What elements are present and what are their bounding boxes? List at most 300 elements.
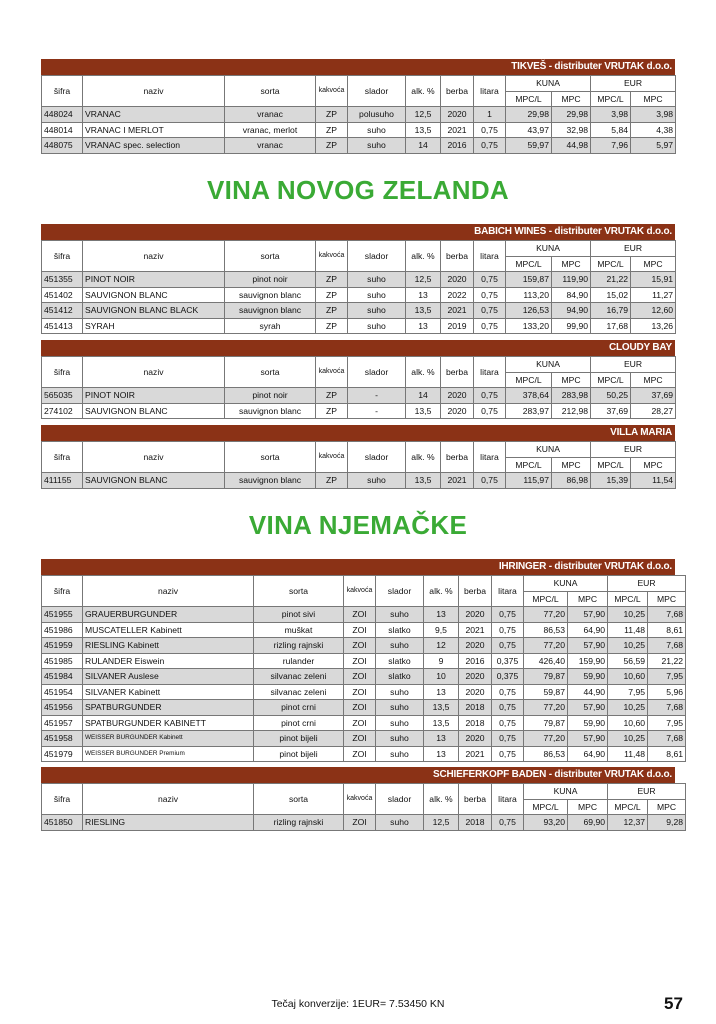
berba-header: berba <box>459 784 492 815</box>
cell-kuna-mpc: 283,98 <box>552 388 591 404</box>
cell-kuna-mpcl: 77,20 <box>524 700 568 716</box>
cell-kakvoca: ZP <box>316 272 348 288</box>
cell-slador: suho <box>376 815 424 831</box>
alk-header: alk. % <box>424 784 459 815</box>
cell-naziv: SAUVIGNON BLANC <box>83 473 225 489</box>
naziv-header: naziv <box>83 241 225 272</box>
cell-sifra: 448014 <box>42 122 83 138</box>
cell-sifra: 451955 <box>42 607 83 623</box>
cell-naziv: MUSCATELLER Kabinett <box>83 622 254 638</box>
kuna-header: KUNA <box>506 442 591 458</box>
sifra-header: šifra <box>42 357 83 388</box>
sifra-header: šifra <box>42 576 83 607</box>
cell-litara: 0,75 <box>474 138 506 154</box>
cell-kuna-mpcl: 378,64 <box>506 388 552 404</box>
table-row <box>42 715 686 731</box>
naziv-header: naziv <box>83 442 225 473</box>
cell-kuna-mpc: 57,90 <box>568 607 608 623</box>
kakvoca-header: kakvoća <box>316 442 348 473</box>
cell-naziv: RIESLING Kabinett <box>83 638 254 654</box>
eur-header: EUR <box>608 576 686 592</box>
alk-header: alk. % <box>406 442 441 473</box>
cell-slador: suho <box>376 684 424 700</box>
alk-header: alk. % <box>424 576 459 607</box>
table-block-villa-maria <box>41 425 675 489</box>
cell-eur-mpcl: 10,25 <box>608 700 648 716</box>
cell-naziv: PINOT NOIR <box>83 388 225 404</box>
table-block-ihringer <box>41 559 684 762</box>
sorta-header: sorta <box>225 357 316 388</box>
cell-sifra: 411155 <box>42 473 83 489</box>
eur-mpcl-header: MPC/L <box>608 591 648 607</box>
cell-slador: polusuho <box>348 107 406 123</box>
cell-slador: - <box>348 403 406 419</box>
cell-slador: suho <box>348 473 406 489</box>
cell-alk: 13,5 <box>406 122 441 138</box>
cell-sorta: syrah <box>225 318 316 334</box>
cell-kakvoca: ZP <box>316 303 348 319</box>
cell-kuna-mpc: 212,98 <box>552 403 591 419</box>
cell-eur-mpcl: 7,95 <box>608 684 648 700</box>
cell-alk: 13,5 <box>406 303 441 319</box>
distributor-header: SCHIEFERKOPF BADEN - distributer VRUTAK d.o.o. <box>41 767 675 783</box>
cell-eur-mpcl: 11,48 <box>608 746 648 762</box>
section-title-germany: VINA NJEMAČKE <box>248 510 468 540</box>
cell-kuna-mpcl: 29,98 <box>506 107 552 123</box>
cell-naziv: SILVANER Auslese <box>83 669 254 685</box>
cell-kuna-mpcl: 426,40 <box>524 653 568 669</box>
cell-kuna-mpcl: 59,87 <box>524 684 568 700</box>
sifra-header: šifra <box>42 76 83 107</box>
cell-kuna-mpcl: 283,97 <box>506 403 552 419</box>
alk-header: alk. % <box>406 76 441 107</box>
cell-sifra: 448024 <box>42 107 83 123</box>
cell-slador: slatko <box>376 653 424 669</box>
page-number: 57 <box>664 994 683 1013</box>
header-row <box>42 442 676 458</box>
distributor-header: CLOUDY BAY <box>41 340 675 356</box>
cell-kuna-mpcl: 79,87 <box>524 669 568 685</box>
price-table <box>41 356 676 419</box>
header-row <box>42 241 676 257</box>
cell-eur-mpc: 21,22 <box>648 653 686 669</box>
cell-sifra: 451402 <box>42 287 83 303</box>
cell-litara: 0,75 <box>492 700 524 716</box>
cell-sifra: 451954 <box>42 684 83 700</box>
kuna-header: KUNA <box>506 241 591 257</box>
litara-header: litara <box>492 576 524 607</box>
cell-naziv: WEISSER BURGUNDER Kabinett <box>83 731 254 747</box>
cell-sifra: 451979 <box>42 746 83 762</box>
cell-naziv: SAUVIGNON BLANC <box>83 403 225 419</box>
cell-kuna-mpc: 159,90 <box>568 653 608 669</box>
cell-sorta: silvanac zeleni <box>254 669 344 685</box>
cell-sifra: 451957 <box>42 715 83 731</box>
price-table <box>41 75 676 154</box>
cell-litara: 1 <box>474 107 506 123</box>
table-row <box>42 473 676 489</box>
eur-mpc-header: MPC <box>631 91 676 107</box>
cell-naziv: SAUVIGNON BLANC <box>83 287 225 303</box>
cell-kuna-mpcl: 115,97 <box>506 473 552 489</box>
berba-header: berba <box>441 76 474 107</box>
cell-berba: 2020 <box>441 107 474 123</box>
cell-eur-mpc: 28,27 <box>631 403 676 419</box>
cell-alk: 13,5 <box>424 700 459 716</box>
slador-header: slador <box>376 784 424 815</box>
cell-sorta: silvanac zeleni <box>254 684 344 700</box>
cell-kuna-mpc: 64,90 <box>568 622 608 638</box>
eur-mpcl-header: MPC/L <box>591 256 631 272</box>
cell-alk: 13 <box>424 731 459 747</box>
eur-mpc-header: MPC <box>631 457 676 473</box>
cell-slador: suho <box>348 287 406 303</box>
table-row <box>42 122 676 138</box>
cell-kuna-mpc: 59,90 <box>568 669 608 685</box>
cell-kakvoca: ZOI <box>344 731 376 747</box>
slador-header: slador <box>348 76 406 107</box>
cell-kuna-mpcl: 79,87 <box>524 715 568 731</box>
cell-berba: 2020 <box>459 638 492 654</box>
cell-berba: 2020 <box>459 684 492 700</box>
cell-berba: 2020 <box>441 272 474 288</box>
eur-mpc-header: MPC <box>631 256 676 272</box>
cell-eur-mpc: 12,60 <box>631 303 676 319</box>
cell-eur-mpcl: 37,69 <box>591 403 631 419</box>
cell-kuna-mpc: 57,90 <box>568 638 608 654</box>
cell-kuna-mpcl: 133,20 <box>506 318 552 334</box>
cell-sifra: 448075 <box>42 138 83 154</box>
table-block-babich <box>41 224 675 334</box>
cell-berba: 2018 <box>459 715 492 731</box>
cell-kuna-mpc: 69,90 <box>568 815 608 831</box>
sorta-header: sorta <box>225 442 316 473</box>
alk-header: alk. % <box>406 241 441 272</box>
cell-eur-mpc: 7,68 <box>648 700 686 716</box>
cell-slador: slatko <box>376 622 424 638</box>
cell-berba: 2021 <box>459 622 492 638</box>
cell-kuna-mpc: 64,90 <box>568 746 608 762</box>
cell-kuna-mpc: 59,90 <box>568 715 608 731</box>
table-row <box>42 815 686 831</box>
cell-naziv: SPATBURGUNDER <box>83 700 254 716</box>
kakvoca-header: kakvoća <box>344 784 376 815</box>
kuna-mpcl-header: MPC/L <box>506 256 552 272</box>
cell-berba: 2021 <box>441 122 474 138</box>
berba-header: berba <box>441 442 474 473</box>
litara-header: litara <box>474 442 506 473</box>
cell-litara: 0,75 <box>474 303 506 319</box>
sifra-header: šifra <box>42 784 83 815</box>
naziv-header: naziv <box>83 357 225 388</box>
cell-eur-mpc: 5,97 <box>631 138 676 154</box>
distributor-header: BABICH WINES - distributer VRUTAK d.o.o. <box>41 224 675 240</box>
cell-eur-mpc: 13,26 <box>631 318 676 334</box>
litara-header: litara <box>474 241 506 272</box>
cell-naziv: WEISSER BURGUNDER Premium <box>83 746 254 762</box>
cell-alk: 12,5 <box>424 815 459 831</box>
eur-header: EUR <box>591 357 676 373</box>
eur-mpcl-header: MPC/L <box>591 457 631 473</box>
cell-sorta: pinot noir <box>225 388 316 404</box>
cell-kakvoca: ZOI <box>344 622 376 638</box>
eur-mpcl-header: MPC/L <box>608 799 648 815</box>
cell-alk: 13,5 <box>424 715 459 731</box>
cell-berba: 2020 <box>459 669 492 685</box>
cell-kakvoca: ZP <box>316 287 348 303</box>
table-row <box>42 700 686 716</box>
table-row <box>42 318 676 334</box>
cell-eur-mpcl: 11,48 <box>608 622 648 638</box>
table-row <box>42 684 686 700</box>
distributor-header: IHRINGER - distributer VRUTAK d.o.o. <box>41 559 675 575</box>
cell-alk: 13 <box>424 607 459 623</box>
slador-header: slador <box>348 442 406 473</box>
price-table <box>41 575 686 762</box>
cell-kuna-mpc: 29,98 <box>552 107 591 123</box>
cell-berba: 2021 <box>441 473 474 489</box>
litara-header: litara <box>492 784 524 815</box>
kuna-mpcl-header: MPC/L <box>506 372 552 388</box>
eur-mpcl-header: MPC/L <box>591 372 631 388</box>
cell-litara: 0,75 <box>492 731 524 747</box>
cell-litara: 0,75 <box>492 607 524 623</box>
distributor-header: TIKVEŠ - distributer VRUTAK d.o.o. <box>41 59 675 75</box>
slador-header: slador <box>376 576 424 607</box>
header-row <box>42 76 676 92</box>
cell-eur-mpc: 7,68 <box>648 607 686 623</box>
cell-slador: suho <box>376 746 424 762</box>
cell-sorta: rizling rajnski <box>254 815 344 831</box>
cell-alk: 13 <box>424 746 459 762</box>
cell-alk: 12,5 <box>406 107 441 123</box>
sorta-header: sorta <box>254 784 344 815</box>
cell-eur-mpcl: 15,39 <box>591 473 631 489</box>
cell-naziv: SAUVIGNON BLANC BLACK <box>83 303 225 319</box>
cell-eur-mpc: 5,96 <box>648 684 686 700</box>
header-row <box>42 357 676 373</box>
cell-naziv: RULANDER Eiswein <box>83 653 254 669</box>
cell-sifra: 451959 <box>42 638 83 654</box>
cell-alk: 13,5 <box>406 473 441 489</box>
eur-header: EUR <box>591 241 676 257</box>
cell-alk: 9,5 <box>424 622 459 638</box>
cell-eur-mpc: 3,98 <box>631 107 676 123</box>
table-row <box>42 607 686 623</box>
cell-alk: 13 <box>424 684 459 700</box>
cell-litara: 0,375 <box>492 669 524 685</box>
cell-kuna-mpc: 99,90 <box>552 318 591 334</box>
cell-kuna-mpcl: 93,20 <box>524 815 568 831</box>
cell-litara: 0,375 <box>492 653 524 669</box>
cell-kuna-mpcl: 126,53 <box>506 303 552 319</box>
kakvoca-header: kakvoća <box>316 76 348 107</box>
cell-berba: 2018 <box>459 815 492 831</box>
cell-eur-mpcl: 16,79 <box>591 303 631 319</box>
cell-kuna-mpc: 57,90 <box>568 700 608 716</box>
cell-kakvoca: ZOI <box>344 638 376 654</box>
cell-eur-mpcl: 10,60 <box>608 669 648 685</box>
cell-kuna-mpc: 32,98 <box>552 122 591 138</box>
sifra-header: šifra <box>42 241 83 272</box>
kuna-mpcl-header: MPC/L <box>506 91 552 107</box>
eur-mpc-header: MPC <box>631 372 676 388</box>
cell-eur-mpc: 7,95 <box>648 669 686 685</box>
cell-litara: 0,75 <box>474 287 506 303</box>
cell-eur-mpcl: 10,60 <box>608 715 648 731</box>
cell-slador: suho <box>348 272 406 288</box>
table-block-cloudy-bay <box>41 340 675 419</box>
cell-berba: 2019 <box>441 318 474 334</box>
cell-sifra: 451985 <box>42 653 83 669</box>
table-row <box>42 272 676 288</box>
cell-slador: suho <box>376 700 424 716</box>
table-row <box>42 138 676 154</box>
cell-sorta: sauvignon blanc <box>225 303 316 319</box>
cell-naziv: SYRAH <box>83 318 225 334</box>
cell-kuna-mpcl: 59,97 <box>506 138 552 154</box>
cell-sifra: 451355 <box>42 272 83 288</box>
cell-slador: slatko <box>376 669 424 685</box>
cell-sifra: 451850 <box>42 815 83 831</box>
cell-kuna-mpc: 86,98 <box>552 473 591 489</box>
cell-naziv: GRAUERBURGUNDER <box>83 607 254 623</box>
cell-naziv: VRANAC I MERLOT <box>83 122 225 138</box>
cell-eur-mpc: 8,61 <box>648 622 686 638</box>
kuna-header: KUNA <box>506 357 591 373</box>
cell-slador: suho <box>348 303 406 319</box>
cell-sifra: 451958 <box>42 731 83 747</box>
cell-kuna-mpcl: 77,20 <box>524 607 568 623</box>
cell-kuna-mpc: 94,90 <box>552 303 591 319</box>
kakvoca-header: kakvoća <box>316 357 348 388</box>
cell-kuna-mpcl: 77,20 <box>524 731 568 747</box>
table-block-tikves <box>41 59 675 154</box>
cell-sifra: 451986 <box>42 622 83 638</box>
cell-eur-mpc: 4,38 <box>631 122 676 138</box>
table-block-schieferkopf <box>41 767 684 831</box>
cell-kakvoca: ZOI <box>344 715 376 731</box>
table-row <box>42 653 686 669</box>
cell-litara: 0,75 <box>474 403 506 419</box>
kuna-header: KUNA <box>506 76 591 92</box>
eur-mpcl-header: MPC/L <box>591 91 631 107</box>
cell-eur-mpc: 7,68 <box>648 638 686 654</box>
cell-litara: 0,75 <box>474 318 506 334</box>
cell-alk: 12,5 <box>406 272 441 288</box>
alk-header: alk. % <box>406 357 441 388</box>
cell-sifra: 451413 <box>42 318 83 334</box>
cell-kuna-mpcl: 86,53 <box>524 746 568 762</box>
cell-sorta: rizling rajnski <box>254 638 344 654</box>
cell-eur-mpcl: 7,96 <box>591 138 631 154</box>
cell-berba: 2018 <box>459 700 492 716</box>
cell-sifra: 451412 <box>42 303 83 319</box>
cell-alk: 10 <box>424 669 459 685</box>
eur-header: EUR <box>591 76 676 92</box>
cell-kakvoca: ZP <box>316 473 348 489</box>
cell-kakvoca: ZOI <box>344 815 376 831</box>
litara-header: litara <box>474 76 506 107</box>
cell-sorta: pinot sivi <box>254 607 344 623</box>
cell-alk: 13,5 <box>406 403 441 419</box>
cell-kakvoca: ZOI <box>344 684 376 700</box>
cell-slador: suho <box>348 138 406 154</box>
cell-kuna-mpcl: 159,87 <box>506 272 552 288</box>
cell-slador: suho <box>376 607 424 623</box>
cell-berba: 2022 <box>441 287 474 303</box>
table-row <box>42 746 686 762</box>
cell-kuna-mpcl: 77,20 <box>524 638 568 654</box>
berba-header: berba <box>441 357 474 388</box>
distributor-header: VILLA MARIA <box>41 425 675 441</box>
cell-sorta: vranac, merlot <box>225 122 316 138</box>
cell-kakvoca: ZOI <box>344 700 376 716</box>
cell-slador: - <box>348 388 406 404</box>
cell-litara: 0,75 <box>492 815 524 831</box>
cell-eur-mpcl: 10,25 <box>608 638 648 654</box>
naziv-header: naziv <box>83 784 254 815</box>
cell-kakvoca: ZP <box>316 122 348 138</box>
price-table <box>41 783 686 831</box>
cell-slador: suho <box>376 731 424 747</box>
cell-eur-mpc: 7,68 <box>648 731 686 747</box>
litara-header: litara <box>474 357 506 388</box>
cell-kuna-mpc: 44,98 <box>552 138 591 154</box>
kakvoca-header: kakvoća <box>344 576 376 607</box>
price-table <box>41 240 676 334</box>
sorta-header: sorta <box>225 76 316 107</box>
cell-sorta: vranac <box>225 138 316 154</box>
kuna-mpc-header: MPC <box>568 591 608 607</box>
eur-header: EUR <box>608 784 686 800</box>
cell-alk: 9 <box>424 653 459 669</box>
cell-eur-mpc: 11,27 <box>631 287 676 303</box>
cell-litara: 0,75 <box>492 622 524 638</box>
cell-kakvoca: ZP <box>316 388 348 404</box>
cell-kakvoca: ZP <box>316 107 348 123</box>
berba-header: berba <box>441 241 474 272</box>
cell-sorta: sauvignon blanc <box>225 287 316 303</box>
cell-naziv: SPATBURGUNDER KABINETT <box>83 715 254 731</box>
table-row <box>42 638 686 654</box>
cell-kuna-mpcl: 113,20 <box>506 287 552 303</box>
cell-sorta: pinot bijeli <box>254 746 344 762</box>
naziv-header: naziv <box>83 576 254 607</box>
berba-header: berba <box>459 576 492 607</box>
cell-sifra: 274102 <box>42 403 83 419</box>
cell-eur-mpc: 8,61 <box>648 746 686 762</box>
cell-alk: 13 <box>406 318 441 334</box>
conversion-rate-note: Tečaj konverzije: 1EUR= 7.53450 KN <box>271 998 445 1010</box>
cell-berba: 2016 <box>441 138 474 154</box>
kuna-mpcl-header: MPC/L <box>524 591 568 607</box>
sorta-header: sorta <box>254 576 344 607</box>
cell-eur-mpcl: 15,02 <box>591 287 631 303</box>
cell-litara: 0,75 <box>474 272 506 288</box>
cell-eur-mpcl: 12,37 <box>608 815 648 831</box>
table-row <box>42 403 676 419</box>
cell-litara: 0,75 <box>474 473 506 489</box>
cell-naziv: PINOT NOIR <box>83 272 225 288</box>
kuna-mpc-header: MPC <box>552 91 591 107</box>
table-row <box>42 731 686 747</box>
table-row <box>42 287 676 303</box>
table-row <box>42 388 676 404</box>
slador-header: slador <box>348 357 406 388</box>
kuna-mpc-header: MPC <box>568 799 608 815</box>
cell-berba: 2020 <box>441 403 474 419</box>
